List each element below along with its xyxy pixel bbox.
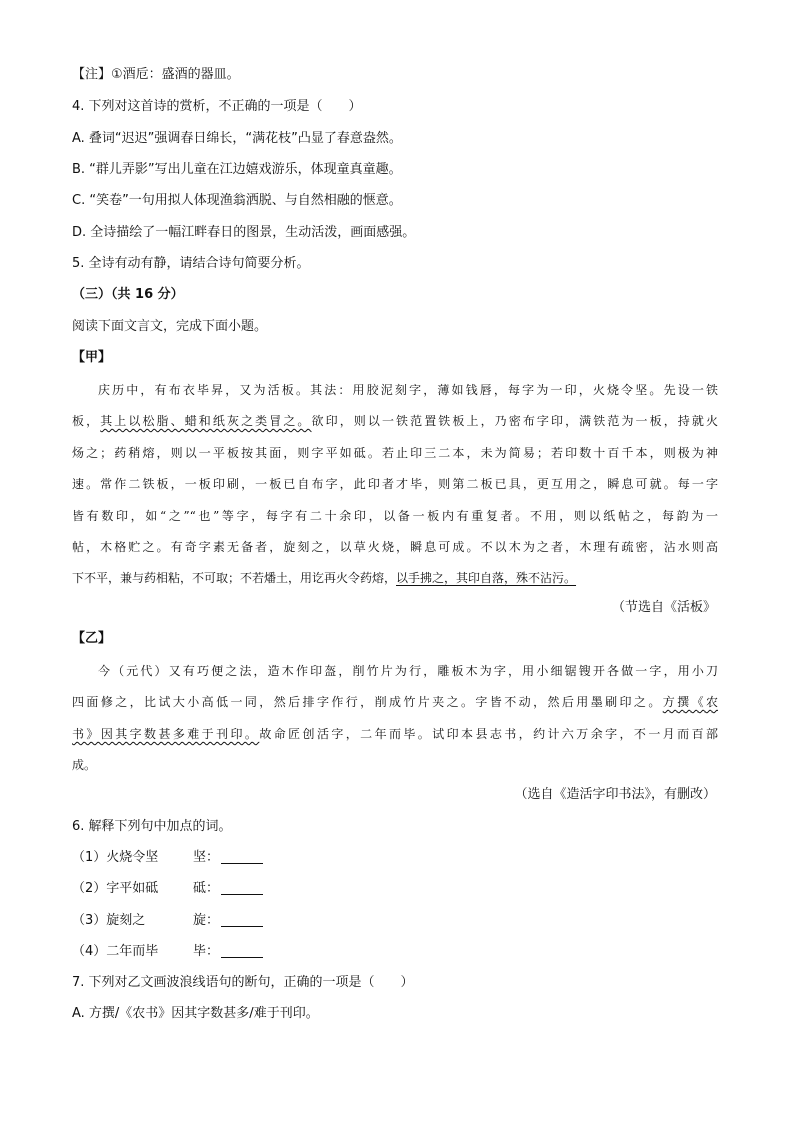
passage-jia-line: 炀之；药稍熔，则以一平板按其面，则字平如砥。若止印三二本，未为简易；若印数十百千本，则极为神 xyxy=(72,446,718,460)
question-6-stem: 6. 解释下列句中加点的词。 xyxy=(72,819,232,834)
passage-jia-source: （节选自《活板》 xyxy=(611,600,716,615)
footnote: 【注】①酒卮：盛酒的器皿。 xyxy=(72,67,240,82)
passage-yi-line: 成。 xyxy=(72,758,97,772)
passage-yi-line: 今（元代）又有巧便之法，造木作印盔，削竹片为行，雕板木为字，用小细锯锼开各做一字，用小刀 xyxy=(98,664,718,678)
question-7-stem: 7. 下列对乙文画波浪线语句的断句，正确的一项是（ ） xyxy=(72,975,414,990)
question-4-stem: 4. 下列对这首诗的赏析，不正确的一项是（ ） xyxy=(72,99,362,114)
passage-jia-line: 皆有数印，如“之”“也”等字，每字有二十余印，以备一板内有重复者。不用，则以纸帖之，每韵为一 xyxy=(72,509,718,523)
question-4-option-d[interactable]: D. 全诗描绘了一幅江畔春日的图景，生动活泼，画面感强。 xyxy=(72,225,416,240)
question-4-option-b[interactable]: B. “群儿弄影”写出儿童在江边嬉戏游乐，体现童真童趣。 xyxy=(72,162,402,177)
item-word: 旋： xyxy=(193,913,220,928)
item-phrase: （1）火烧令坚 xyxy=(72,850,159,865)
passage-jia-line: 庆历中，有布衣毕昇，又为活板。其法：用胶泥刻字，薄如钱唇，每字为一印，火烧令坚。先设一铁 xyxy=(98,383,718,397)
passage-yi-line xyxy=(72,693,718,711)
passage-jia-text: 欲印，则以一铁范置铁板上，乃密布字印，满铁范为一板，持就火 xyxy=(311,414,718,428)
answer-blank[interactable] xyxy=(221,849,263,864)
passage-jia-line: 帖，木格贮之。有奇字素无备者，旋刻之，以草火烧，瞬息可成。不以木为之者，木理有疏密，沾水则高 xyxy=(72,540,718,554)
answer-blank[interactable] xyxy=(221,943,263,958)
question-6-answer xyxy=(193,943,263,961)
item-phrase: （3）旋刻之 xyxy=(72,913,146,928)
passage-jia-label: 【甲】 xyxy=(72,350,112,365)
question-5: 5. 全诗有动有静，请结合诗句简要分析。 xyxy=(72,256,310,271)
passage-yi-text: 四面修之，比试大小高低一同，然后排字作行，削成竹片夹之。字皆不动，然后用墨刷印之。 xyxy=(72,695,663,709)
question-4-option-c[interactable]: C. “笑卷”一句用拟人体现渔翁洒脱、与自然相融的惬意。 xyxy=(72,193,402,208)
answer-blank[interactable] xyxy=(221,912,263,927)
item-word: 坚： xyxy=(193,850,220,865)
question-6-answer xyxy=(193,880,263,898)
question-6-item xyxy=(72,880,158,898)
item-phrase: （2）字平如砥 xyxy=(72,881,159,896)
passage-yi-line xyxy=(72,725,718,743)
question-4-option-a[interactable]: A. 叠词“迟迟”强调春日绵长，“满花枝”凸显了春意盎然。 xyxy=(72,131,402,146)
passage-jia-text: 板， xyxy=(72,414,101,428)
wavy-underlined-sentence: 书》因其字数甚多难于刊印。 xyxy=(72,727,260,741)
question-6-answer xyxy=(193,912,263,930)
passage-jia-line: 速。常作二铁板，一板印刷，一板已自布字，此印者才毕，则第二板已具，更互用之，瞬息可就。每一字 xyxy=(72,477,718,491)
item-phrase: （4）二年而毕 xyxy=(72,944,159,959)
question-7-option-a[interactable]: A. 方撰/《农书》因其字数甚多/难于刊印。 xyxy=(72,1006,319,1021)
passage-jia-line xyxy=(72,569,718,587)
underlined-sentence: 以手拂之，其印自落，殊不沾污。 xyxy=(396,571,577,585)
section-3-heading: （三）（共 16 分） xyxy=(72,287,184,302)
answer-blank[interactable] xyxy=(221,880,263,895)
passage-yi-label: 【乙】 xyxy=(72,631,112,646)
passage-yi-text: 故命匠创活字，二年而毕。试印本县志书，约计六万余字，不一月而百部 xyxy=(259,727,718,741)
item-word: 砥： xyxy=(193,881,220,896)
passage-jia-text: 下不平，兼与药相粘，不可取；不若燔土，用讫再火令药熔， xyxy=(72,571,397,585)
question-6-item xyxy=(72,849,158,867)
wavy-underlined-sentence: 其上以松脂、蜡和纸灰之类冒之。 xyxy=(100,414,312,428)
item-word: 毕： xyxy=(193,944,220,959)
passage-jia-line xyxy=(72,412,718,430)
question-6-answer xyxy=(193,849,263,867)
wavy-underlined-sentence: 方撰《农 xyxy=(662,695,718,709)
question-6-item xyxy=(72,943,158,961)
reading-instruction: 阅读下面文言文，完成下面小题。 xyxy=(72,319,268,334)
question-6-item xyxy=(72,912,145,930)
passage-yi-source: （选自《造活字印书法》，有删改） xyxy=(514,787,716,802)
